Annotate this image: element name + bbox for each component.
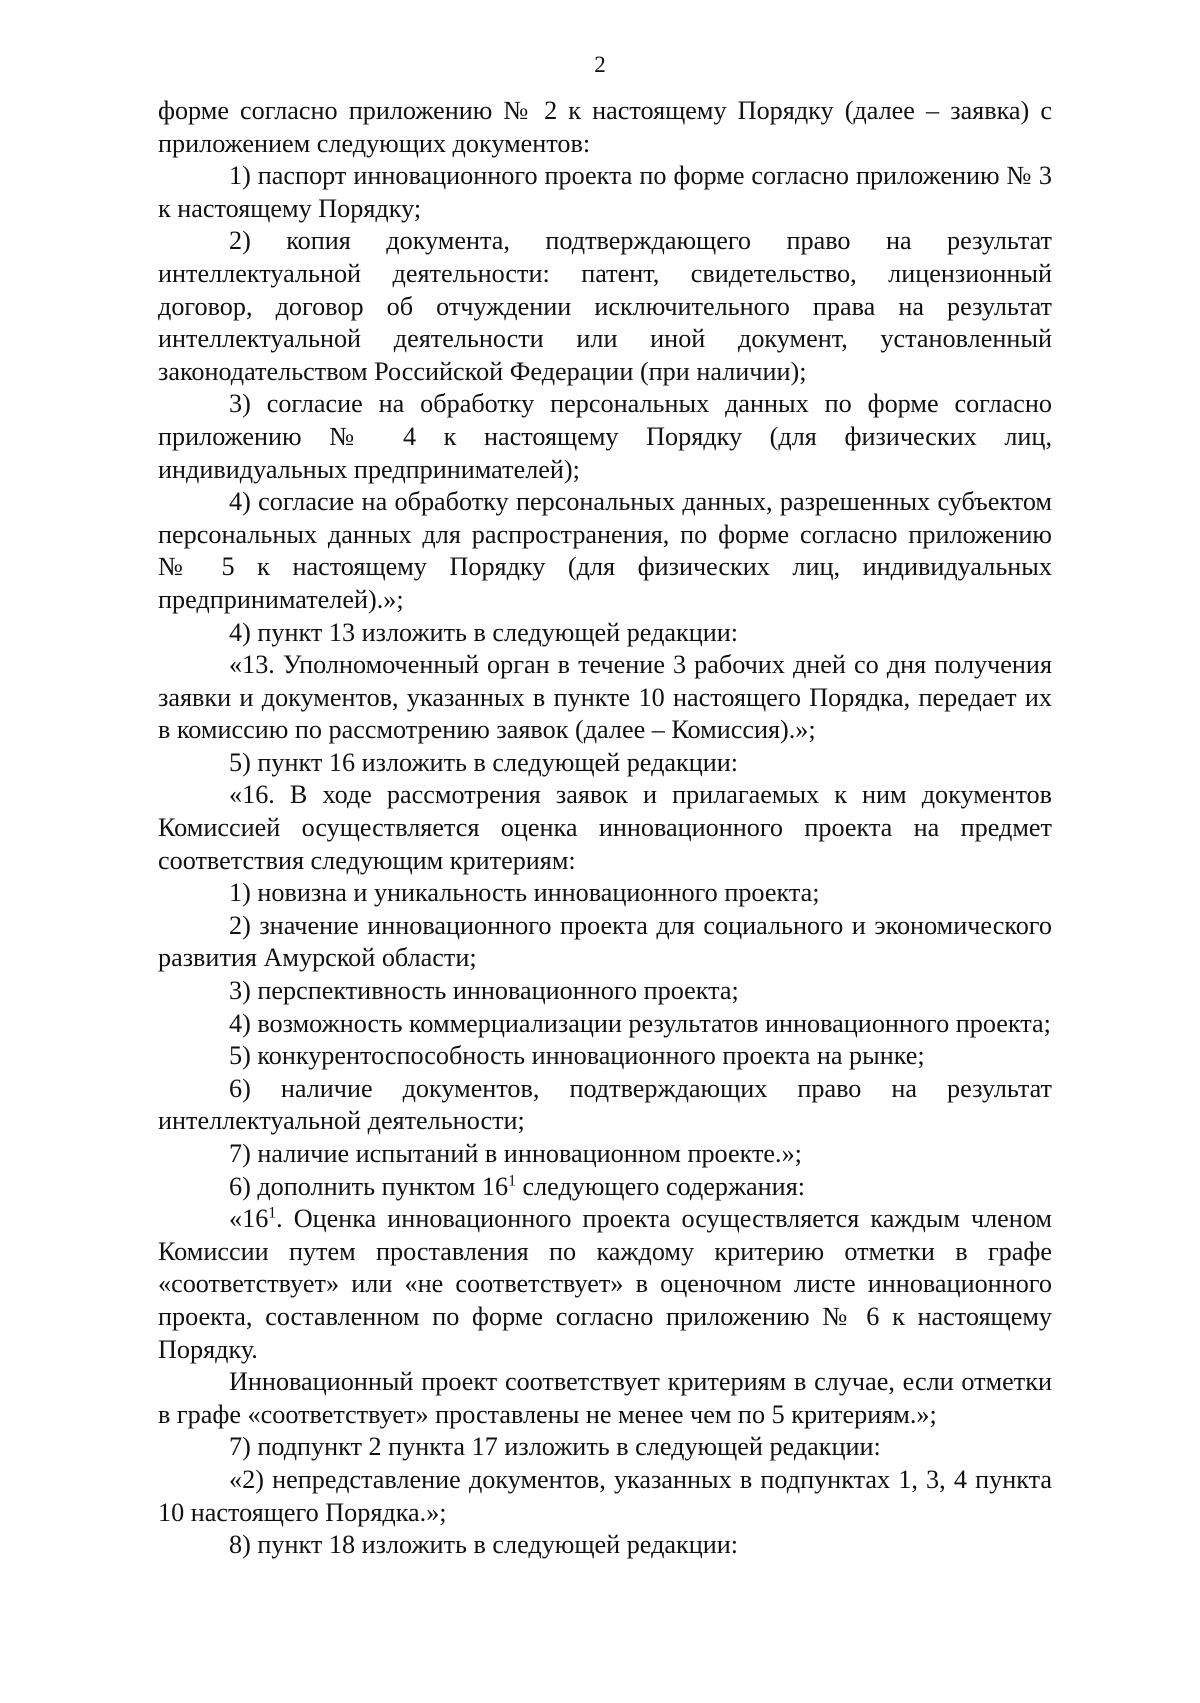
- paragraph: [158, 1203, 1052, 1366]
- paragraph-text: форме согласно приложению № 2 к настоящему Порядку (далее – заявка) с приложением следующих документов:: [158, 96, 1052, 158]
- paragraph-text: 5) пункт 16 изложить в следующей редакции:: [229, 747, 739, 777]
- paragraph: [158, 1040, 1052, 1073]
- paragraph: [158, 649, 1052, 747]
- paragraph: [158, 1008, 1052, 1041]
- paragraph: [158, 747, 1052, 780]
- paragraph-text: 8) пункт 18 изложить в следующей редакции:: [229, 1530, 739, 1560]
- paragraph: [158, 975, 1052, 1008]
- document-body: [158, 95, 1052, 1562]
- paragraph: [158, 486, 1052, 616]
- paragraph: [158, 160, 1052, 225]
- paragraph: [158, 910, 1052, 975]
- superscript: 1: [268, 1204, 277, 1222]
- paragraph: [158, 1171, 1052, 1204]
- paragraph: [158, 1366, 1052, 1431]
- paragraph: [158, 388, 1052, 486]
- paragraph-text: 4) пункт 13 изложить в следующей редакции:: [229, 617, 739, 647]
- paragraph-text: 6) дополнить пунктом 16: [229, 1171, 509, 1201]
- paragraph-text: 3) согласие на обработку персональных данных по форме согласно приложению № 4 к настоящему Порядку (для физических лиц, индивидуальных предпринимателей);: [158, 389, 1052, 484]
- paragraph: [158, 1431, 1052, 1464]
- paragraph-text: 1) новизна и уникальность инновационного проекта;: [229, 878, 820, 908]
- paragraph-text-continued: . Оценка инновационного проекта осуществляется каждым членом Комиссии путем проставления по каждому критерию отметки в графе «соответствует» или «не соответствует» в оценочном листе инновационного проекта, составленном по форме согласно приложению № 6 к настоящему Порядку.: [158, 1204, 1052, 1364]
- superscript: 1: [508, 1171, 516, 1189]
- paragraph: [158, 877, 1052, 910]
- paragraph-text: 2) копия документа, подтверждающего право на результат интеллектуальной деятельности: патент, свидетельство, лицензионный договор, договор об отчуждении исключительного права на результат интеллектуальной деятельности или иной документ, установленный законодательством Российской Федерации (при наличии);: [158, 226, 1052, 386]
- paragraph-text: 7) наличие испытаний в инновационном проекте.»;: [229, 1139, 802, 1168]
- paragraph-text: 6) наличие документов, подтверждающих право на результат интеллектуальной деятельности;: [158, 1073, 1052, 1136]
- paragraph: [158, 225, 1052, 388]
- paragraph-text: «16. В ходе рассмотрения заявок и прилагаемых к ним документов Комиссией осуществляется оценка инновационного проекта на предмет соответствия следующим критериям:: [158, 780, 1052, 875]
- paragraph-text: 3) перспективность инновационного проекта;: [229, 976, 739, 1006]
- paragraph-text: 2) значение инновационного проекта для социального и экономического развития Амурской области;: [158, 910, 1052, 973]
- paragraph-text: 4) возможность коммерциализации результатов инновационного проекта;: [229, 1008, 1051, 1038]
- paragraph: [158, 617, 1052, 650]
- paragraph: [158, 1464, 1052, 1529]
- paragraph: [158, 95, 1052, 160]
- paragraph-text: 4) согласие на обработку персональных данных, разрешенных субъектом персональных данных для распространения, по форме согласно приложению № 5 к настоящему Порядку (для физических лиц, индивидуальных предпринимателей).»;: [158, 487, 1052, 614]
- paragraph-text: «16: [229, 1204, 269, 1234]
- paragraph-text: «13. Уполномоченный орган в течение 3 рабочих дней со дня получения заявки и документов, указанных в пункте 10 настоящего Порядка, передает их в комиссию по рассмотрению заявок (далее – Комиссия).»;: [158, 650, 1052, 745]
- paragraph: [158, 1073, 1052, 1138]
- paragraph-text: Инновационный проект соответствует критериям в случае, если отметки в графе «соответствует» проставлены не менее чем по 5 критериям.»;: [158, 1367, 1052, 1429]
- paragraph-text: 5) конкурентоспособность инновационного проекта на рынке;: [229, 1041, 925, 1071]
- paragraph: [158, 1529, 1052, 1562]
- paragraph-text-continued: следующего содержания:: [515, 1171, 806, 1201]
- page-number: 2: [594, 52, 606, 77]
- paragraph-text: 7) подпункт 2 пункта 17 изложить в следующей редакции:: [229, 1432, 881, 1462]
- paragraph-text: «2) непредставление документов, указанных в подпунктах 1, 3, 4 пункта 10 настоящего Порядка.»;: [158, 1464, 1052, 1527]
- paragraph-text: 1) паспорт инновационного проекта по форме согласно приложению № 3 к настоящему Порядку;: [158, 161, 1052, 223]
- paragraph: [158, 1138, 1052, 1171]
- paragraph: [158, 779, 1052, 877]
